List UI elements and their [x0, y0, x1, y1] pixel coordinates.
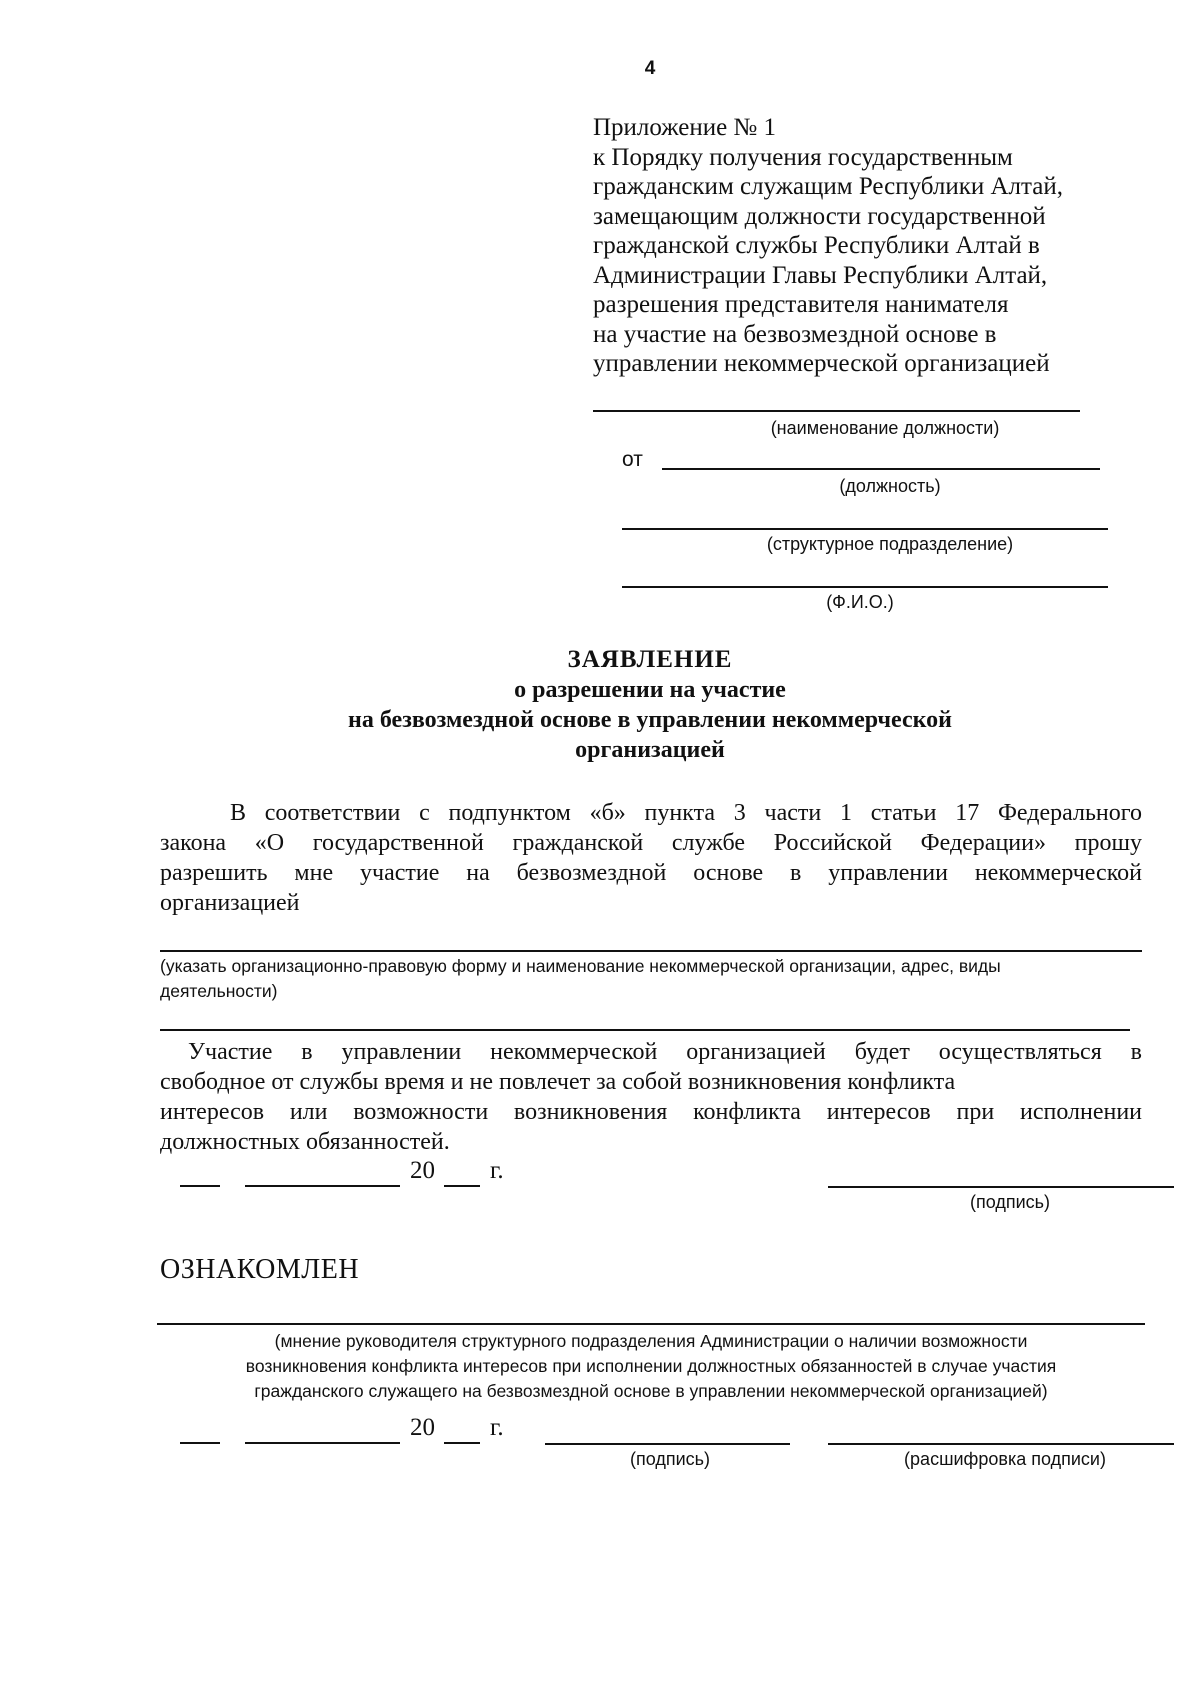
- position-name-caption: (наименование должности): [770, 418, 1000, 438]
- paragraph-line: закона «О государственной гражданской службе Российской Федерации» прошу: [160, 830, 1142, 856]
- position-caption: (должность): [839, 476, 941, 496]
- appendix-line: гражданским служащим Республики Алтай,: [593, 173, 1063, 200]
- title-line: организацией: [575, 737, 725, 763]
- date-day-field[interactable]: [180, 1185, 220, 1187]
- note-line: (указать организационно-правовую форму и наименование некоммерческой организации, адрес, виды: [160, 956, 1001, 976]
- head-signature-caption: (подпись): [629, 1449, 711, 1469]
- appendix-line: к Порядку получения государственным: [593, 143, 1013, 171]
- appendix-line: Администрации Главы Республики Алтай,: [593, 261, 1048, 289]
- fio-field[interactable]: [622, 586, 1108, 588]
- paragraph-line: В соответствии с подпунктом «б» пункта 3 части 1 статьи 17 Федерального: [230, 800, 1142, 826]
- appendix-line: на участие на безвозмездной основе в: [593, 320, 997, 348]
- date-year-suffix: г.: [490, 1414, 504, 1441]
- date-year-field[interactable]: [444, 1442, 480, 1444]
- paragraph-line: организацией: [160, 890, 300, 916]
- head-signature-field[interactable]: [545, 1443, 790, 1445]
- paragraph-line: свободное от службы время и не повлечет за собой возникновения конфликта: [160, 1069, 956, 1095]
- date-month-field[interactable]: [245, 1185, 400, 1187]
- note-line: возникновения конфликта интересов при исполнении должностных обязанностей в случае участия: [245, 1356, 1057, 1376]
- note-line: гражданского служащего на безвозмездной основе в управлении некоммерческой организацией): [254, 1381, 1048, 1401]
- title-line: на безвозмездной основе в управлении некоммерческой: [348, 707, 952, 733]
- date-year-prefix: 20: [410, 1157, 435, 1184]
- paragraph-line: должностных обязанностей.: [160, 1129, 450, 1155]
- note-line: (мнение руководителя структурного подразделения Администрации о наличии возможности: [274, 1331, 1028, 1351]
- date-year-field[interactable]: [444, 1185, 480, 1187]
- signature-caption: (подпись): [969, 1192, 1051, 1212]
- request-paragraph: [160, 798, 1142, 918]
- title-line: ЗАЯВЛЕНИЕ: [567, 646, 733, 673]
- page-number: 4: [644, 58, 656, 79]
- division-caption: (структурное подразделение): [766, 534, 1014, 554]
- statement-title: [200, 645, 1100, 765]
- date-year-suffix: г.: [490, 1157, 504, 1184]
- signature-decoding-field[interactable]: [828, 1443, 1174, 1445]
- date-year-prefix: 20: [410, 1414, 435, 1441]
- from-label: от: [622, 448, 643, 471]
- position-name-field[interactable]: [593, 410, 1080, 412]
- signature-decoding-caption: (расшифровка подписи): [904, 1449, 1106, 1469]
- paragraph-line: Участие в управлении некоммерческой организацией будет осуществляться в: [188, 1039, 1142, 1065]
- organization-field[interactable]: [160, 950, 1142, 952]
- appendix-line: разрешения представителя нанимателя: [593, 291, 1009, 318]
- paragraph-line: интересов или возможности возникновения конфликта интересов при исполнении: [160, 1099, 1142, 1125]
- signature-field[interactable]: [828, 1186, 1174, 1188]
- date-month-field[interactable]: [245, 1442, 400, 1444]
- note-line: деятельности): [160, 981, 278, 1001]
- division-field[interactable]: [622, 528, 1108, 530]
- appendix-line: гражданской службы Республики Алтай в: [593, 232, 1040, 259]
- date-day-field[interactable]: [180, 1442, 220, 1444]
- organization-note: [160, 954, 1150, 1004]
- appendix-line: замещающим должности государственной: [593, 202, 1046, 230]
- acquainted-label: ОЗНАКОМЛЕН: [160, 1254, 360, 1285]
- appendix-header: [593, 113, 1133, 379]
- fio-caption: (Ф.И.О.): [826, 592, 894, 612]
- position-field[interactable]: [662, 468, 1100, 470]
- opinion-field[interactable]: [157, 1323, 1145, 1325]
- paragraph-line: разрешить мне участие на безвозмездной основе в управлении некоммерческой: [160, 860, 1142, 886]
- appendix-line: Приложение № 1: [593, 114, 777, 141]
- title-line: о разрешении на участие: [514, 677, 786, 703]
- organization-field-2[interactable]: [160, 1029, 1130, 1031]
- conflict-paragraph: [160, 1037, 1142, 1157]
- appendix-line: управлении некоммерческой организацией: [593, 350, 1050, 377]
- opinion-note: [157, 1329, 1145, 1404]
